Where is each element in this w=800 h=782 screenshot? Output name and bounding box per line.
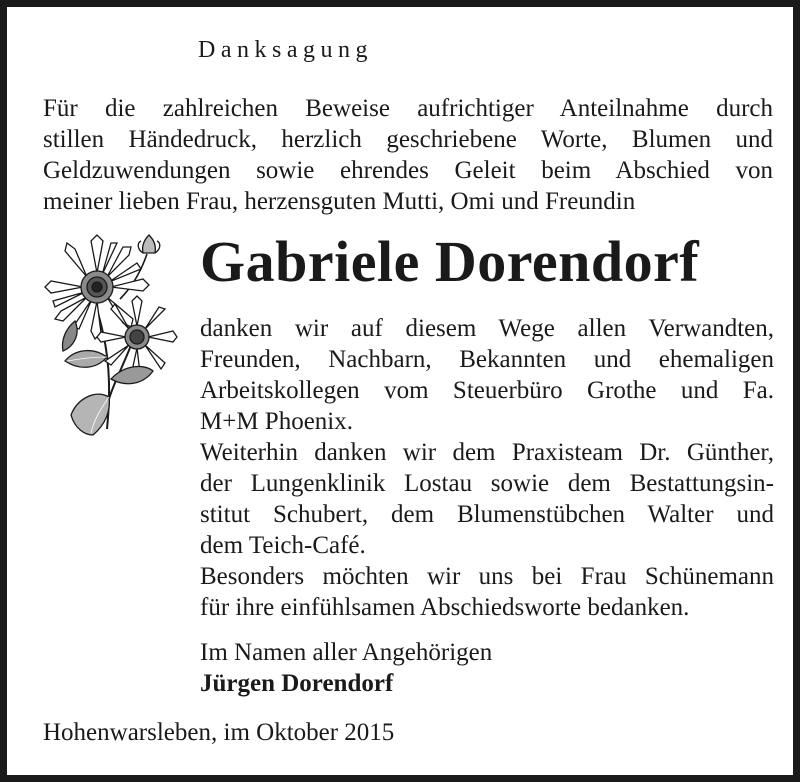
signature-block (200, 637, 492, 699)
sunflower-icon (35, 229, 195, 444)
thanks-paragraph (200, 313, 774, 623)
thanks-line: für ihre einfühlsamen Abschiedsworte bedanken. (200, 594, 690, 621)
thanks-line: Freunden, Nachbarn, Bekannten und ehemaligen (200, 346, 774, 373)
place-date: Hohenwarsleben, im Oktober 2015 (43, 719, 395, 746)
thanks-line: der Lungenklinik Lostau sowie dem Bestattungsin- (200, 470, 774, 497)
thanks-line: Besonders möchten wir uns bei Frau Schünemann (200, 563, 774, 590)
on-behalf-text: Im Namen aller Angehörigen (200, 639, 493, 666)
intro-line: Geldzuwendungen sowie ehrendes Geleit beim Abschied von (43, 157, 773, 184)
thanks-line: dem Teich-Café. (200, 532, 366, 559)
intro-line: stillen Händedruck, herzlich geschriebene Worte, Blumen und (43, 126, 773, 153)
signer-name: Jürgen Dorendorf (200, 670, 394, 697)
thanks-line: Arbeitskollegen vom Steuerbüro Grothe und Fa. (200, 377, 774, 404)
notice-heading: Danksagung (198, 37, 373, 63)
intro-line: meiner lieben Frau, herzensguten Mutti, Omi und Freundin (43, 188, 636, 215)
deceased-name: Gabriele Dorendorf (200, 229, 700, 294)
thanks-line: M+M Phoenix. (200, 408, 354, 435)
thanks-line: danken wir auf diesem Wege allen Verwandten, (200, 315, 774, 342)
intro-line: Für die zahlreichen Beweise aufrichtiger Anteilnahme durch (43, 95, 773, 122)
thanks-line: stitut Schubert, dem Blumenstübchen Walter und (200, 501, 774, 528)
thanks-line: Weiterhin danken wir dem Praxisteam Dr. Günther, (200, 439, 774, 466)
intro-paragraph (43, 93, 773, 217)
